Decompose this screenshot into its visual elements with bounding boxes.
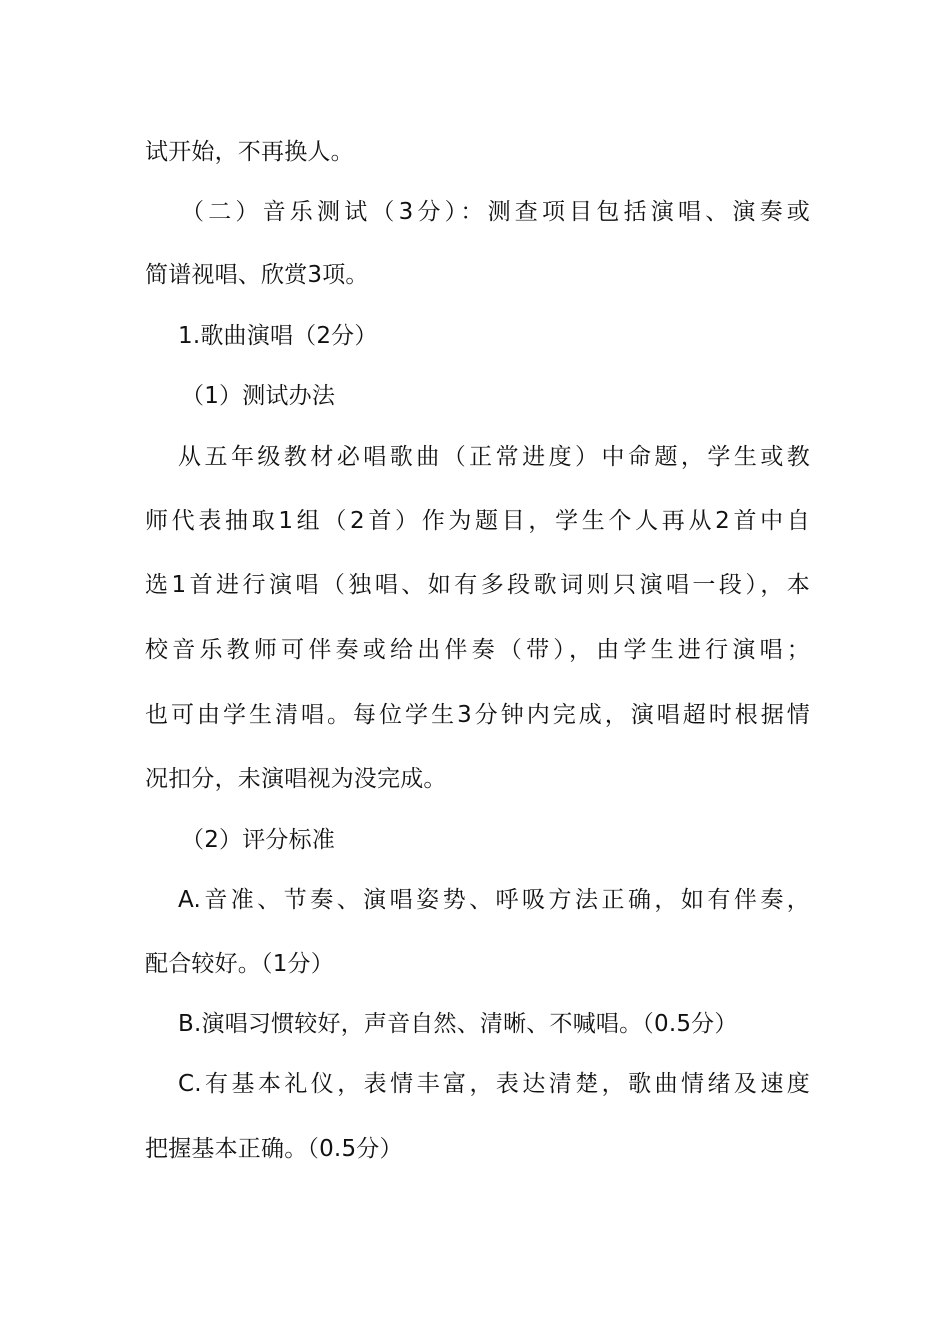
text-line-3: 简谱视唱、欣赏3项。 [145, 262, 369, 288]
subheading-scoring-criteria: （2）评分标准 [181, 827, 336, 853]
subheading-test-method: （1）测试办法 [181, 383, 336, 409]
subheading-song-singing: 1.歌曲演唱（2分） [178, 323, 378, 349]
paragraph-line-2: 师代表抽取1组（2首）作为题目，学生个人再从2首中自 [145, 508, 810, 534]
criterion-a-line-2: 配合较好。（1分） [145, 951, 334, 977]
criterion-c-line-2: 把握基本正确。（0.5分） [145, 1136, 403, 1162]
section-heading-music-test: （二）音乐测试（3分）：测查项目包括演唱、演奏或 [181, 199, 810, 225]
paragraph-line-5: 也可由学生清唱。每位学生3分钟内完成，演唱超时根据情 [145, 702, 810, 728]
text-line-1: 试开始，不再换人。 [145, 139, 354, 165]
paragraph-line-4: 校音乐教师可伴奏或给出伴奏（带），由学生进行演唱； [145, 637, 810, 663]
paragraph-line-3: 选1首进行演唱（独唱、如有多段歌词则只演唱一段），本 [145, 572, 810, 598]
paragraph-line-6: 况扣分，未演唱视为没完成。 [145, 766, 447, 792]
paragraph-line-1: 从五年级教材必唱歌曲（正常进度）中命题，学生或教 [178, 444, 810, 470]
criterion-b: B.演唱习惯较好，声音自然、清晰、不喊唱。（0.5分） [178, 1011, 738, 1037]
criterion-c-line-1: C.有基本礼仪，表情丰富，表达清楚，歌曲情绪及速度 [178, 1071, 810, 1097]
criterion-a-line-1: A.音准、节奏、演唱姿势、呼吸方法正确，如有伴奏， [178, 887, 810, 913]
